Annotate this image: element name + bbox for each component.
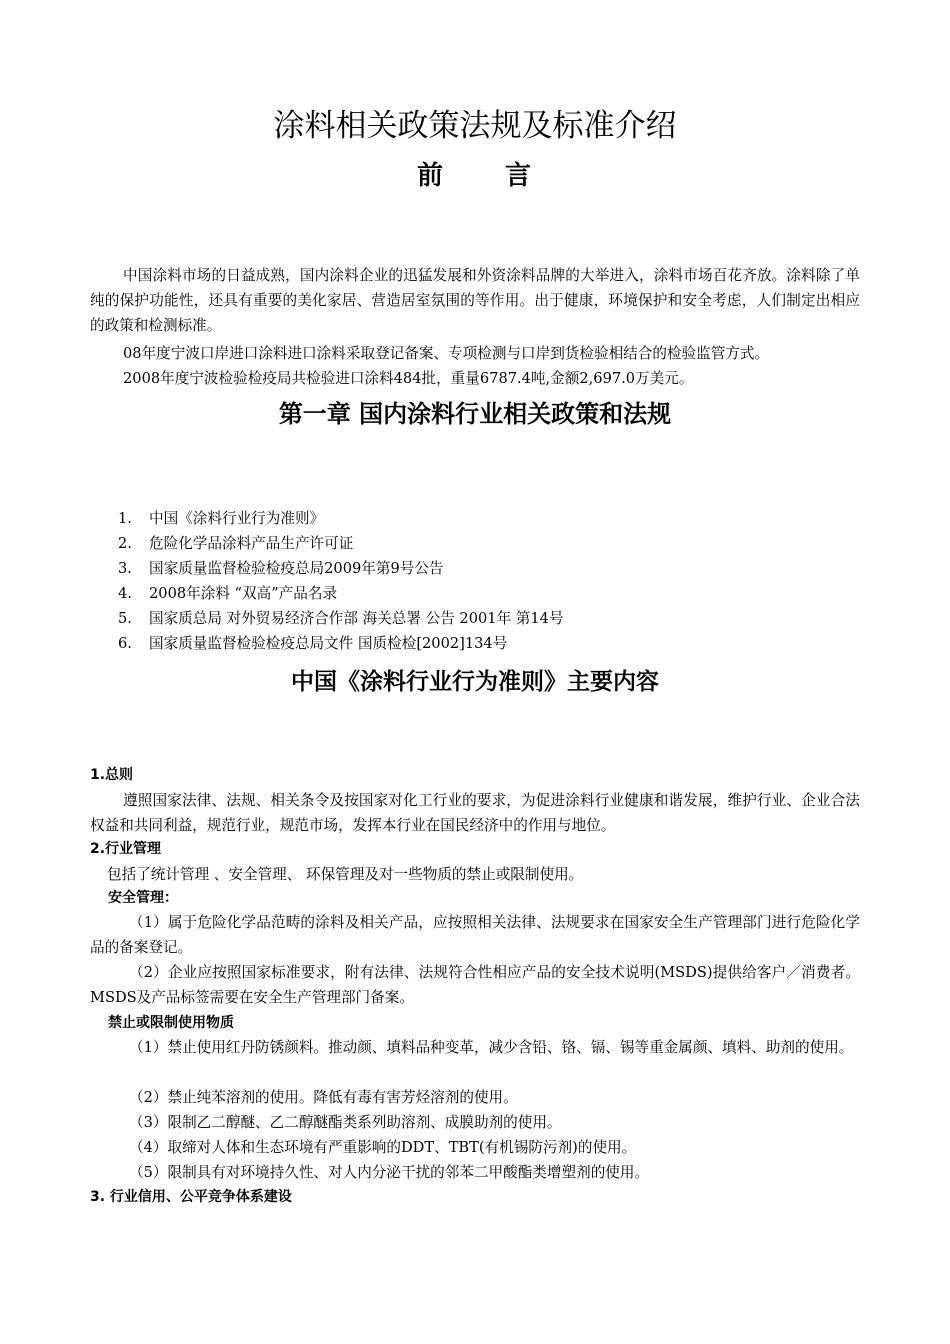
safety-item: （1）属于危险化学品范畴的涂料及相关产品，应按照相关法律、法规要求在国家安全生产管理部门进行危险化学品的备案登记。 (90, 914, 860, 956)
list-item-number: 6. (118, 635, 132, 652)
list-item-number: 2. (118, 535, 132, 552)
preface-heading-char-1: 前 (416, 161, 445, 191)
subsection-heading-management: 2.行业管理 (90, 841, 162, 857)
ban-item: （4）取缔对人体和生态环境有严重影响的DDT、TBT(有机锡防污剂)的使用。 (129, 1139, 637, 1156)
preface-paragraph: 08年度宁波口岸进口涂料进口涂料采取登记备案、专项检测与口岸到货检验相结合的检验监管方式。 (123, 345, 770, 362)
general-paragraph: 遵照国家法律、法规、相关条令及按国家对化工行业的要求，为促进涂料行业健康和谐发展，维护行业、企业合法权益和共同利益，规范行业，规范市场，发挥本行业在国民经济中的作用与地位。 (90, 792, 860, 834)
list-item (118, 556, 564, 581)
list-item-text: 2008年涂料 “双高”产品名录 (149, 585, 338, 602)
chapter-heading: 第一章 国内涂料行业相关政策和法规 (278, 400, 672, 428)
list-item-number: 1. (118, 510, 132, 527)
safety-heading: 安全管理： (108, 890, 178, 906)
ban-item: （5）限制具有对环境持久性、对人内分泌干扰的邻苯二甲酸酯类增塑剂的使用。 (129, 1164, 650, 1181)
list-item (118, 631, 564, 656)
preface-heading (0, 156, 950, 196)
list-item (118, 506, 564, 531)
list-item-text: 危险化学品涂料产品生产许可证 (149, 535, 354, 552)
ban-heading: 禁止或限制使用物质 (108, 1015, 234, 1031)
list-item-text: 国家质量监督检验检疫总局2009年第9号公告 (149, 560, 444, 577)
section-heading: 中国《涂料行业行为准则》主要内容 (291, 669, 659, 695)
list-item-number: 4. (118, 585, 132, 602)
list-item-text: 国家质量监督检验检疫总局文件 国质检检[2002]134号 (149, 635, 508, 652)
ban-item: （3）限制乙二醇醚、乙二醇醚酯类系列助溶剂、成膜助剂的使用。 (129, 1114, 562, 1131)
list-item (118, 531, 564, 556)
list-item (118, 581, 564, 606)
management-paragraph: 包括了统计管理 、安全管理、 环保管理及对一些物质的禁止或限制使用。 (107, 866, 584, 883)
chapter-list (118, 506, 564, 656)
preface-heading-char-2: 言 (505, 161, 534, 191)
preface-paragraph: 2008年度宁波检验检疫局共检验进口涂料484批，重量6787.4吨,金额2,697.0万美元。 (123, 370, 694, 387)
subsection-heading-credit: 3. 行业信用、公平竞争体系建设 (90, 1189, 292, 1205)
document-title: 涂料相关政策法规及标准介绍 (273, 108, 677, 144)
list-item-text: 中国《涂料行业行为准则》 (149, 510, 325, 527)
list-item-number: 3. (118, 560, 132, 577)
subsection-heading-general: 1.总则 (90, 767, 134, 783)
list-item-number: 5. (118, 610, 132, 627)
preface-paragraph: 中国涂料市场的日益成熟，国内涂料企业的迅猛发展和外资涂料品牌的大举进入，涂料市场百花齐放。涂料除了单纯的保护功能性，还具有重要的美化家居、营造居室氛围的等作用。出于健康，环境保护和安全考虑，人们制定出相应的政策和检测标准。 (90, 267, 860, 334)
ban-item: （2）禁止纯苯溶剂的使用。降低有毒有害芳烃溶剂的使用。 (129, 1089, 518, 1106)
safety-item: （2）企业应按照国家标准要求，附有法律、法规符合性相应产品的安全技术说明(MSDS)提供给客户／消费者。MSDS及产品标签需要在安全生产管理部门备案。 (90, 964, 860, 1006)
ban-item: （1）禁止使用红丹防锈颜料。推动颜、填料品种变革，减少含铅、铬、镉、锡等重金属颜、填料、助剂的使用。 (129, 1039, 854, 1056)
list-item-text: 国家质总局 对外贸易经济合作部 海关总署 公告 2001年 第14号 (149, 610, 564, 627)
list-item (118, 606, 564, 631)
